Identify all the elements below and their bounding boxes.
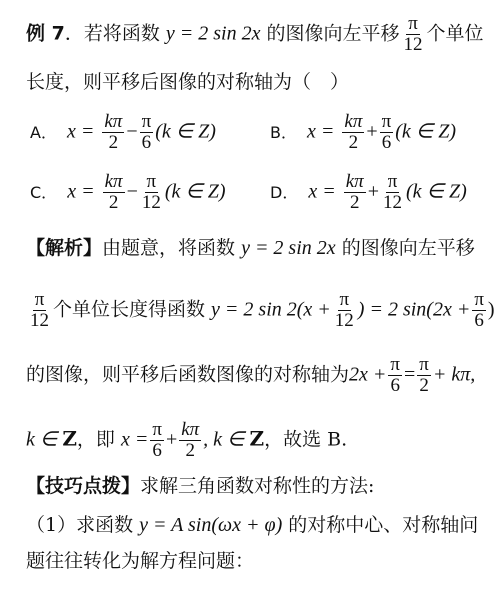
- problem-label: 例 7: [26, 22, 65, 45]
- option-a: A． x = $\frac{k\pi}{2}$ − $\frac{\pi}{6}$ (k ∈ Z): [30, 111, 216, 153]
- tip-line-3: 题往往转化为解方程问题：: [26, 550, 255, 572]
- problem-line-2: 长度，则平移后图像的对称轴为（ ）: [26, 71, 350, 93]
- shift-fraction: $\frac{\pi}{12}$: [403, 13, 423, 55]
- analysis-tag: 【解析】: [26, 237, 103, 259]
- tip-line-1: 【技巧点拨】求解三角函数对称性的方法:: [26, 475, 375, 497]
- option-b: B． x = $\frac{k\pi}{2}$ + $\frac{\pi}{6}$ (k ∈ Z): [270, 111, 456, 153]
- option-d: D． x = $\frac{k\pi}{2}$ + $\frac{\pi}{12}$ (k ∈ Z): [270, 171, 467, 213]
- problem-line-1: 例 7．若将函数 y = 2 sin 2x 的图像向左平移 $\frac{\pi}{12}$ 个单位: [26, 13, 484, 55]
- function-expression: y = 2 sin 2x: [165, 22, 261, 45]
- tip-line-2: （1）求函数 y = A sin(ωx + φ) 的对称中心、对称轴问: [26, 514, 479, 536]
- analysis-line-4: k ∈ Z，即 x = $\frac{\pi}{6}$ + $\frac{k\pi}{2}$ , k ∈ Z，故选 B.: [26, 419, 348, 461]
- option-c: C． x = $\frac{k\pi}{2}$ − $\frac{\pi}{12}$ (k ∈ Z): [30, 171, 226, 213]
- analysis-line-2: $\frac{\pi}{12}$ 个单位长度得函数 y = 2 sin 2(x + $\frac{\pi}{12}$ ) = 2 sin(2x + $\frac{\pi}{6}$ ): [30, 289, 495, 331]
- analysis-line-1: 【解析】由题意，将函数 y = 2 sin 2x 的图像向左平移: [26, 237, 475, 259]
- analysis-line-3: 的图像，则平移后函数图像的对称轴为2x + $\frac{\pi}{6}$ = $\frac{\pi}{2}$ + kπ,: [26, 354, 476, 396]
- tip-tag: 【技巧点拨】: [26, 475, 141, 497]
